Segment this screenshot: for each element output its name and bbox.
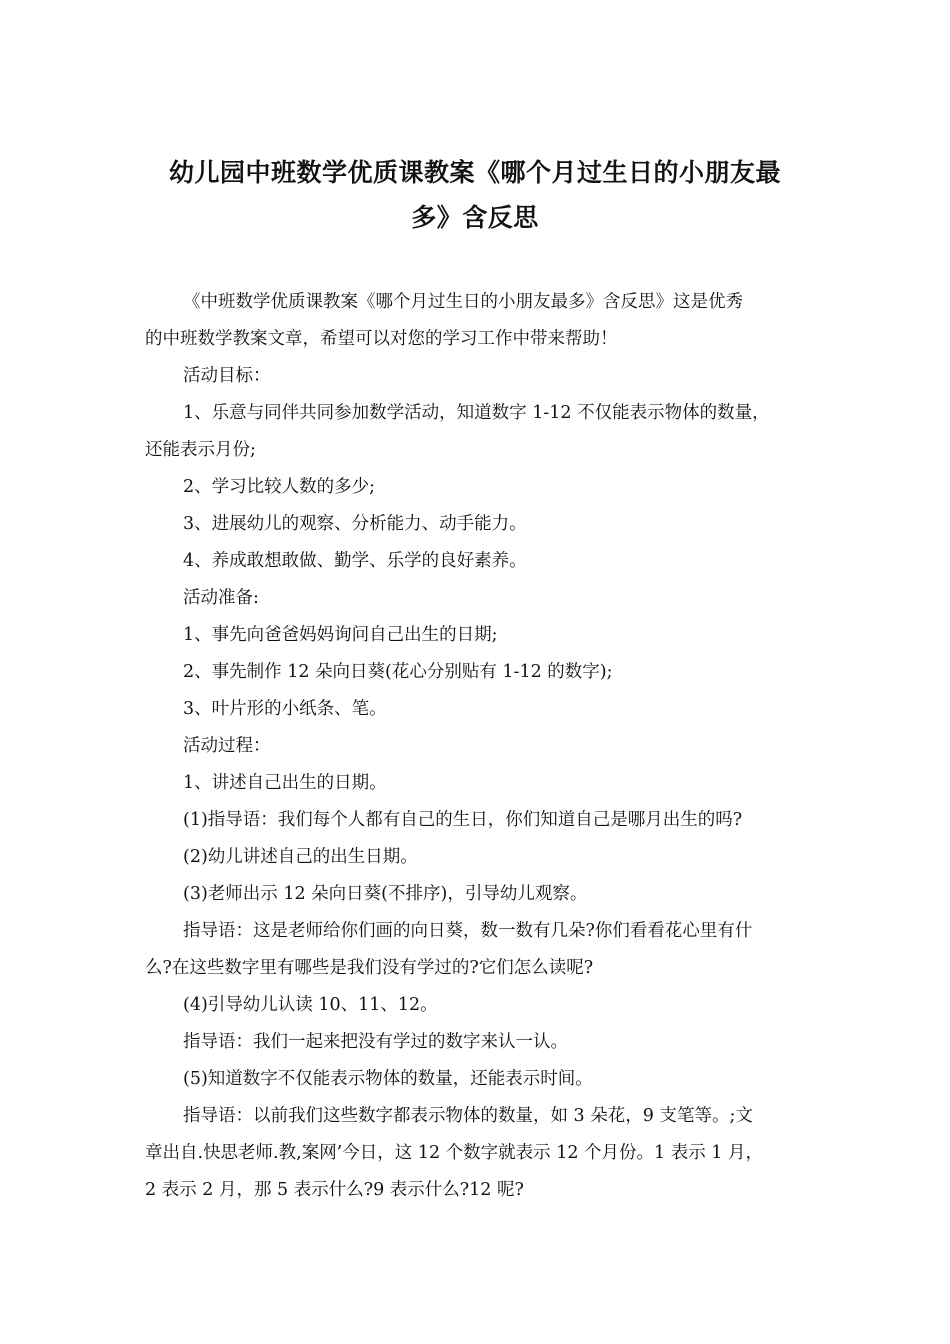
paragraph-line: 4、养成敢想敢做、勤学、乐学的良好素养。 [183,551,527,571]
paragraph [145,913,810,987]
paragraph-line: (1)指导语：我们每个人都有自己的生日，你们知道自己是哪月出生的吗? [183,810,743,830]
paragraph [145,358,810,395]
paragraph [145,543,810,580]
paragraph-line: 活动准备: [183,588,259,608]
paragraph [145,469,810,506]
paragraph-line: 1、乐意与同伴共同参加数学活动，知道数字 1-12 不仅能表示物体的数量， [183,403,770,423]
paragraph-line: (4)引导幼儿认读 10、11、12。 [183,995,438,1015]
paragraph-line: 章出自.快思老师.教,案网’今日，这 12 个数字就表示 12 个月份。1 表示 1 月， [145,1143,763,1163]
paragraph [145,1061,810,1098]
paragraph-line: 指导语：我们一起来把没有学过的数字来认一认。 [183,1032,568,1052]
paragraph-line: (3)老师出示 12 朵向日葵(不排序)，引导幼儿观察。 [183,884,588,904]
paragraph-line: 活动过程： [183,736,271,756]
paragraph [145,395,810,469]
paragraph [145,580,810,617]
paragraph-line: 2、学习比较人数的多少; [183,477,376,497]
paragraph [145,654,810,691]
paragraph [145,839,810,876]
document-body [145,284,810,1209]
paragraph [145,765,810,802]
paragraph-line: (5)知道数字不仅能表示物体的数量，还能表示时间。 [183,1069,593,1089]
paragraph [145,284,810,358]
paragraph-line: 的中班数学教案文章，希望可以对您的学习工作中带来帮助！ [145,329,618,349]
paragraph [145,728,810,765]
paragraph-line: 3、进展幼儿的观察、分析能力、动手能力。 [183,514,527,534]
paragraph-line: 1、讲述自己出生的日期。 [183,773,387,793]
paragraph-line: 指导语：以前我们这些数字都表示物体的数量，如 3 朵花，9 支笔等。;文 [183,1106,753,1126]
title-line-1: 幼儿园中班数学优质课教案《哪个月过生日的小朋友最 [168,158,781,187]
paragraph [145,987,810,1024]
paragraph [145,691,810,728]
paragraph-line: 2、事先制作 12 朵向日葵(花心分别贴有 1-12 的数字); [183,662,613,682]
paragraph [145,506,810,543]
paragraph-line: 指导语：这是老师给你们画的向日葵，数一数有几朵?你们看看花心里有什 [183,921,753,941]
paragraph [145,876,810,913]
paragraph [145,617,810,654]
paragraph-line: 活动目标： [183,366,271,386]
paragraph-line: (2)幼儿讲述自己的出生日期。 [183,847,418,867]
title-line-2: 多》含反思 [411,203,539,232]
paragraph-line: 1、事先向爸爸妈妈询问自己出生的日期; [183,625,498,645]
paragraph-line: 还能表示月份; [145,440,256,460]
paragraph-line: 《中班数学优质课教案《哪个月过生日的小朋友最多》含反思》这是优秀 [183,292,743,312]
paragraph [145,1024,810,1061]
paragraph-line: 2 表示 2 月，那 5 表示什么?9 表示什么?12 呢? [145,1180,524,1200]
paragraph [145,802,810,839]
document-title [140,150,810,240]
paragraph-line: 3、叶片形的小纸条、笔。 [183,699,387,719]
paragraph-line: 么?在这些数字里有哪些是我们没有学过的?它们怎么读呢? [145,958,594,978]
paragraph [145,1098,810,1209]
